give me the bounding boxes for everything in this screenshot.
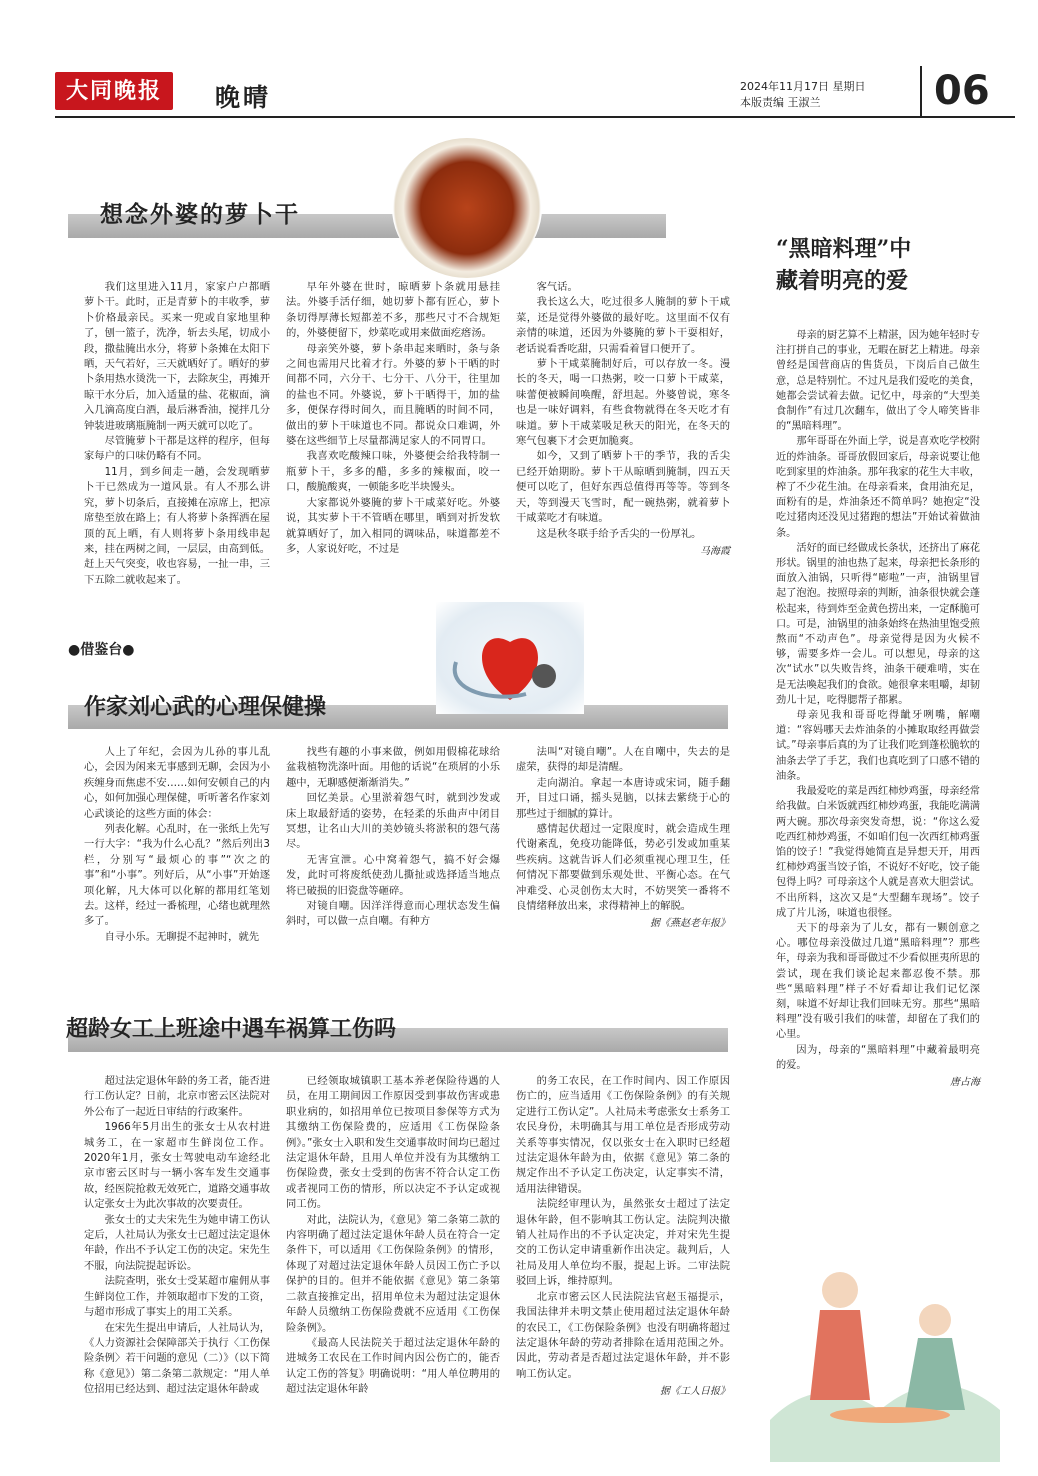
paragraph: 1966年5月出生的张女士从农村进城务工，在一家超市生鲜岗位工作。2020年1月，张女士驾驶电动车途经北京市密云区时与一辆小客车发生交通事故，经医院抢救无效死亡，道路交通事故认定张女士为此次事故的次要责任。 [84, 1121, 270, 1211]
section-title: 晚晴 [215, 83, 272, 112]
paragraph: 母亲见我和哥哥吃得龇牙咧嘴，解嘲道：“容妈哪天去炸油条的小摊取取经再做尝试。”母亲事后真的为了让我们吃到蓬松脆软的油条去学了手艺，我们也真吃到了口感不错的油条。 [776, 710, 980, 782]
paragraph: 客气话。 [536, 281, 578, 293]
cooking-illustration-icon [760, 1250, 1010, 1462]
header-rule [55, 116, 1015, 118]
paragraph: 活好的面已经做成长条状，还挤出了麻花形状。锅里的油也热了起来，母亲把长条形的面放入油锅，只听得“嘭啦”一声，油锅里冒起了泡泡。按照母亲的判断，油条很快就会蓬松起来，待到炸至金黄色捞出来，一定酥脆可口。可是，油锅里的油条始终在热油里饱受煎熬而“不动声色”。母亲觉得是因为火候不够，需要多炸一会儿。可以想见，母亲的这次“试水”以失败告终，油条干硬难啃，实在是无法喚起我们的食欲。她很拿来咀嚼，却韧劲儿十足，吃得腮帮子都累。 [776, 542, 980, 706]
paragraph: 《最高人民法院关于超过法定退休年龄的进城务工农民在工作时间内因公伤亡的，能否认定工伤的答复》明确说明：“用人单位聘用的超过法定退休年龄 [286, 1336, 500, 1396]
paragraph: 北京市密云区人民法院法官赵玉福提示，我国法律并未明文禁止使用超过法定退休年龄的农民工，《工伤保险条例》也没有明确将超过法定退休年龄的劳动者排除在适用范围之外。因此，劳动者是否超过法定退休年龄，并不影响工伤认定。 [516, 1290, 730, 1380]
paragraph: 对此，法院认为，《意见》第二条第二款的内容明确了超过法定退休年龄人员在符合一定条件下，可以适用《工伤保险条例》的情形，体现了对超过法定退休年龄人员因工伤亡予以保护的目的。但并不能依据《意见》第二条第二款直接推定出，招用单位未为超过法定退休年龄人员缴纳工伤保险费就不应适用《工伤保险条例》。 [286, 1213, 500, 1334]
article-title-dark-cuisine-line1: “黑暗料理”中 [776, 236, 912, 262]
paragraph: 因为，母亲的“黑暗料理”中藏着最明亮的爱。 [776, 1044, 980, 1071]
article-radish-col1 [84, 280, 270, 588]
paragraph: 列表化解。心乱时，在一张纸上先写一行大字：“我为什么心乱？”然后列出3栏，分别写“最烦心的事”“次之的事”和“小事”。列好后，从“小事”开始逐项化解，凡大体可以化解的都用红笔划去。这样，经过一番梳理，心绪也就理然多了。 [84, 823, 270, 928]
paragraph: 我们这里进入11月，家家户户都晒萝卜干。此时，正是青萝卜的丰收季，萝卜价格最亲民。买来一兜或自家地里种了，刨一篮子，洗净，斩去头尾，切成小段，撒盐腌出水分，将萝卜条摊在太阳下晒，天气若好，三天就晒好了。晒好的萝卜条用热水烫洗一下，去除灰尘，再摊开晾干水分后，加入适量的盐、花椒面，滴入几滴高度白酒，最后淋香油，搅拌几分钟装进玻璃瓶腌制一两天就可以吃了。 [84, 281, 270, 432]
article-title-injury: 超龄女工上班途中遇车祸算工伤吗 [66, 1016, 397, 1042]
paragraph: 我喜欢吃酸辣口味，外婆便会给我特制一瓶萝卜干，多多的醋，多多的辣椒面，咬一口，酸脆酸爽，一顿能多吃半块馒头。 [286, 450, 500, 494]
paragraph: 的务工农民，在工作时间内、因工作原因伤亡的，应当适用《工伤保险条例》的有关规定进行工伤认定”。人社局未考虑张女士系务工农民身份，未明确其与用工单位是否形成劳动关系等事实情况，仅以张女士在入职时已经超过法定退休年龄为由，依据《意见》第二条的规定作出不予认定工伤决定，认定事实不清，适用法律错误。 [516, 1075, 730, 1195]
paragraph: 母亲的厨艺算不上精湛，因为她年轻时专注打拼自己的事业，无暇在厨艺上精进。母亲曾经是国营商店的售货员，下岗后自己做生意，总是特别忙。不过凡是我们爱吃的美食，她都会尝试着去做。记忆中，母亲的“大型美食制作”有过几次翻车，做出了令人啼笑皆非的“黑暗料理”。 [776, 330, 980, 433]
issue-date: 2024年11月17日 星期日 [740, 80, 866, 93]
paragraph: 11月，到乡间走一趟，会发现晒萝卜干已然成为一道风景。有人不那么讲究，萝卜切条后，直接摊在凉席上，把凉席垫至放在路上；有人将萝卜条挥洒在屋顶的瓦上晒，有人则将萝卜条用线串起来，挂在两树之间，一层层，由高到低。赶上天气突变，收也容易，一扯一串，三下五除二就收起来了。 [84, 465, 270, 586]
article-injury-col3 [516, 1074, 730, 1400]
page-editor: 本版责编 王淑兰 [740, 96, 821, 109]
paragraph: 回忆美景。心里淤着怨气时，就到沙发或床上取最舒适的姿势，在轻柔的乐曲声中闭目冥想，让名山大川的美妙镜头将淤积的怨气荡尽。 [286, 792, 500, 851]
paragraph: 人上了年纪，会因为儿孙的事儿乱心，会因为闲来无事感到无聊，会因为小疾缠身而焦虑不安……如何安顿自己的内心，如何加强心理保健，听听著名作家刘心武谈论的这些方面的体会： [84, 746, 270, 820]
paragraph: 这是秋冬联手给予舌尖的一份厚礼。 [536, 527, 702, 540]
paragraph: 我最爱吃的菜是西红柿炒鸡蛋，母亲经常给我做。白米饭就西红柿炒鸡蛋，我能吃满满两大碗。那次母亲突发奇想，说：“你这么爱吃西红柿炒鸡蛋，不如咱们包一次西红柿鸡蛋馅的饺子！”我觉得她简直是异想天开，用西红柿炒鸡蛋当饺子馅，不说好不好吃，饺子能包得上吗？可母亲这个人就是喜欢大胆尝试。不出所料，这次又是“大型翻车现场”。饺子成了片儿汤，味道也很怪。 [776, 786, 980, 919]
author-byline: 马海霞 [700, 545, 730, 557]
article-title-radish: 想念外婆的萝卜干 [100, 201, 300, 228]
article-radish-col3 [516, 280, 730, 559]
paragraph: 张女士的丈夫宋先生为她申请工伤认定后，人社局认为张女士已超过法定退休年龄，作出不予认定工伤的决定。宋先生不服，向法院提起诉讼。 [84, 1213, 270, 1272]
paragraph: 法院经审理认为，虽然张女士超过了法定退休年龄，但不影响其工伤认定。法院判决撤销人社局作出的不予认定决定，并对宋先生提交的工伤认定申请重新作出决定。裁判后，人社局及用人单位均不服，提起上诉。二审法院驳回上诉，维持原判。 [516, 1198, 730, 1288]
source-byline: 据《燕赵老年报》 [650, 918, 730, 930]
paragraph: 母亲笑外婆，萝卜条串起来晒时，条与条之间也需用尺比着才行。外婆的萝卜干晒的时间都不同，六分干、七分干、八分干，往里加的盐也不同。外婆说，萝卜干晒得干，加的盐多，便保存得时间久，而且腌晒的时间不同，做出的萝卜干味道也不同。都说众口难调，外婆在这些细节上尽量都满足家人的不同胃口。 [286, 342, 500, 448]
paragraph: 自寻小乐。无聊提不起神时，就先 [104, 930, 260, 943]
article-injury-col1 [84, 1074, 270, 1398]
article-psych-col1 [84, 745, 270, 945]
paragraph: 早年外婆在世时，晾晒萝卜条就用悬挂法。外婆手活仔细，她切萝卜都有匠心，萝卜条切得厚薄长短都差不多，那些尺寸不合规矩的，外婆便留下，炒菜吃或用来做面疙瘩汤。 [286, 281, 500, 340]
paragraph: 超过法定退休年龄的务工者，能否进行工伤认定？日前，北京市密云区法院对外公布了一起近日审结的行政案件。 [84, 1075, 270, 1118]
article-title-dark-cuisine-line2: 藏着明亮的爱 [776, 268, 909, 294]
paragraph: 法叫“对镜自嘲”。人在自嘲中，失去的是虚荣，获得的却是清醒。 [516, 746, 730, 774]
author-byline: 唐占海 [950, 1076, 980, 1088]
column-label: ●借鉴台● [68, 642, 135, 658]
newspaper-logo: 大同晚报 [55, 72, 173, 110]
paragraph: 在宋先生提出申请后，人社局认为，《人力资源社会保障部关于执行〈工伤保险条例〉若干问题的意见（二）》（以下简称《意见》）第二条第二款规定：“用人单位招用已经达到、超过法定退休年龄或 [84, 1321, 270, 1396]
paragraph: 法院查明，张女士受某超市雇佣从事生鲜岗位工作，并领取超市下发的工资，与超市形成了事实上的用工关系。 [84, 1275, 270, 1319]
dried-radish-dish-image [392, 138, 542, 278]
article-dark-cuisine-body [776, 328, 980, 1090]
paragraph: 对镜自嘲。因洋洋得意而心理状态发生偏斜时，可以做一点自嘲。有种方 [286, 900, 500, 928]
paragraph: 萝卜干咸菜腌制好后，可以存放一冬。漫长的冬天，喝一口热粥，咬一口萝卜干咸菜，味蕾便被瞬间唤醒，舒坦起。外婆曾说，寒冬也是一味好调料，有些食物就得在冬天吃才有味道。萝卜干咸菜吸足秋天的阳光，在冬天的寒气包裹下才会更加脆爽。 [516, 358, 730, 448]
paragraph: 感情起伏超过一定限度时，就会造成生理代谢紊乱，免疫功能降低，势必引发或加重某些疾病。这就告诉人们必须重视心理卫生，任何情况下都要做到乐观处世、平衡心态。在气冲难受、心灵创伤太大时，不妨哭笑一番将不良情绪释放出来，求得精神上的解脱。 [516, 823, 730, 913]
paragraph: 天下的母亲为了儿女，都有一颗创意之心。哪位母亲没做过几道“黑暗料理”？那些年，母亲为我和哥哥做过不少看似匪夷所思的尝试，现在我们谈论起来都忍俊不禁。那些“黑暗料理”样子不好看却让我们记忆深刻，味道不好却让我们回味无穷。那些“黑暗料理”没有吸引我们的味蕾，却留在了我们的心里。 [776, 922, 980, 1041]
paragraph: 我长这么大，吃过很多人腌制的萝卜干咸菜，还是觉得外婆做的最好吃。这里面不仅有亲情的味道，还因为外婆腌的萝卜干耍相好，老话说看香吃甜，只需看着冒口便开了。 [516, 296, 730, 355]
heart-stethoscope-image [436, 602, 584, 714]
article-injury-col2 [286, 1074, 500, 1398]
heart-icon [436, 602, 584, 714]
paragraph: 已经领取城镇职工基本养老保险待遇的人员，在用工期间因工作原因受到事故伤害或患职业病的，如招用单位已按项目参保等方式为其缴纳工伤保险费的，应适用《工伤保险条例》。”张女士入职和发生交通事故时间均已超过法定退休年龄，且用人单位并没有为其缴纳工伤保险费，张女士受到的伤害不符合认定工伤或者视同工伤的情形，所以决定不予认定或视同工伤。 [286, 1075, 500, 1211]
paragraph: 如今，又到了晒萝卜干的季节，我的舌尖已经开始期盼。萝卜干从晾晒到腌制，四五天便可以吃了，但好东西总值得再等等。等到冬天，等到漫天飞雪时，配一碗热粥，就着萝卜干咸菜吃才有味道。 [516, 450, 730, 525]
paragraph: 那年哥哥在外面上学，说是喜欢吃学校附近的炸油条。哥哥放假回家后，母亲说要让他吃到家里的炸油条。那年我家的花生大丰收，榨了不少花生油。在母亲看来，食用油充足，面粉有的是，炸油条还不简单吗？她抱定“没吃过猪肉还没见过猪跑的想法”开始试着做油条。 [776, 436, 980, 539]
article-title-psych: 作家刘心武的心理保健操 [84, 694, 327, 720]
source-byline: 据《工人日报》 [660, 1386, 730, 1398]
page-number: 06 [934, 68, 990, 114]
paragraph: 尽管腌萝卜干都是这样的程序，但每家每户的口味仍略有不同。 [84, 435, 270, 463]
paragraph: 无害宣泄。心中窝着怨气，搞不好会爆发，此时可将废纸使劲儿撕扯或选择适当地点将已破损的旧瓷盘等砸碎。 [286, 853, 500, 897]
article-psych-col2 [286, 745, 500, 930]
paragraph: 大家都说外婆腌的萝卜干咸菜好吃。外婆说，其实萝卜干不管晒在哪里，晒到对折发软就算晒好了，加入相同的调味品，味道都差不多，人家说好吃，不过是 [286, 496, 500, 555]
paragraph: 找些有趣的小事来做，例如用假棉花球给盆栽植物洗涤叶面。用他的话说“在琐屑的小乐趣中，无聊感便渐渐消失。” [286, 746, 500, 789]
article-psych-col3 [516, 745, 730, 932]
cooking-mothers-illustration [760, 1250, 1010, 1462]
paragraph: 走向湖泊。拿起一本唐诗或宋词，随手翻开，目过口诵，摇头晃脑，以抹去紫绕于心的那些过于细腻的算计。 [516, 776, 730, 820]
header-divider [920, 66, 922, 116]
article-radish-col2 [286, 280, 500, 557]
